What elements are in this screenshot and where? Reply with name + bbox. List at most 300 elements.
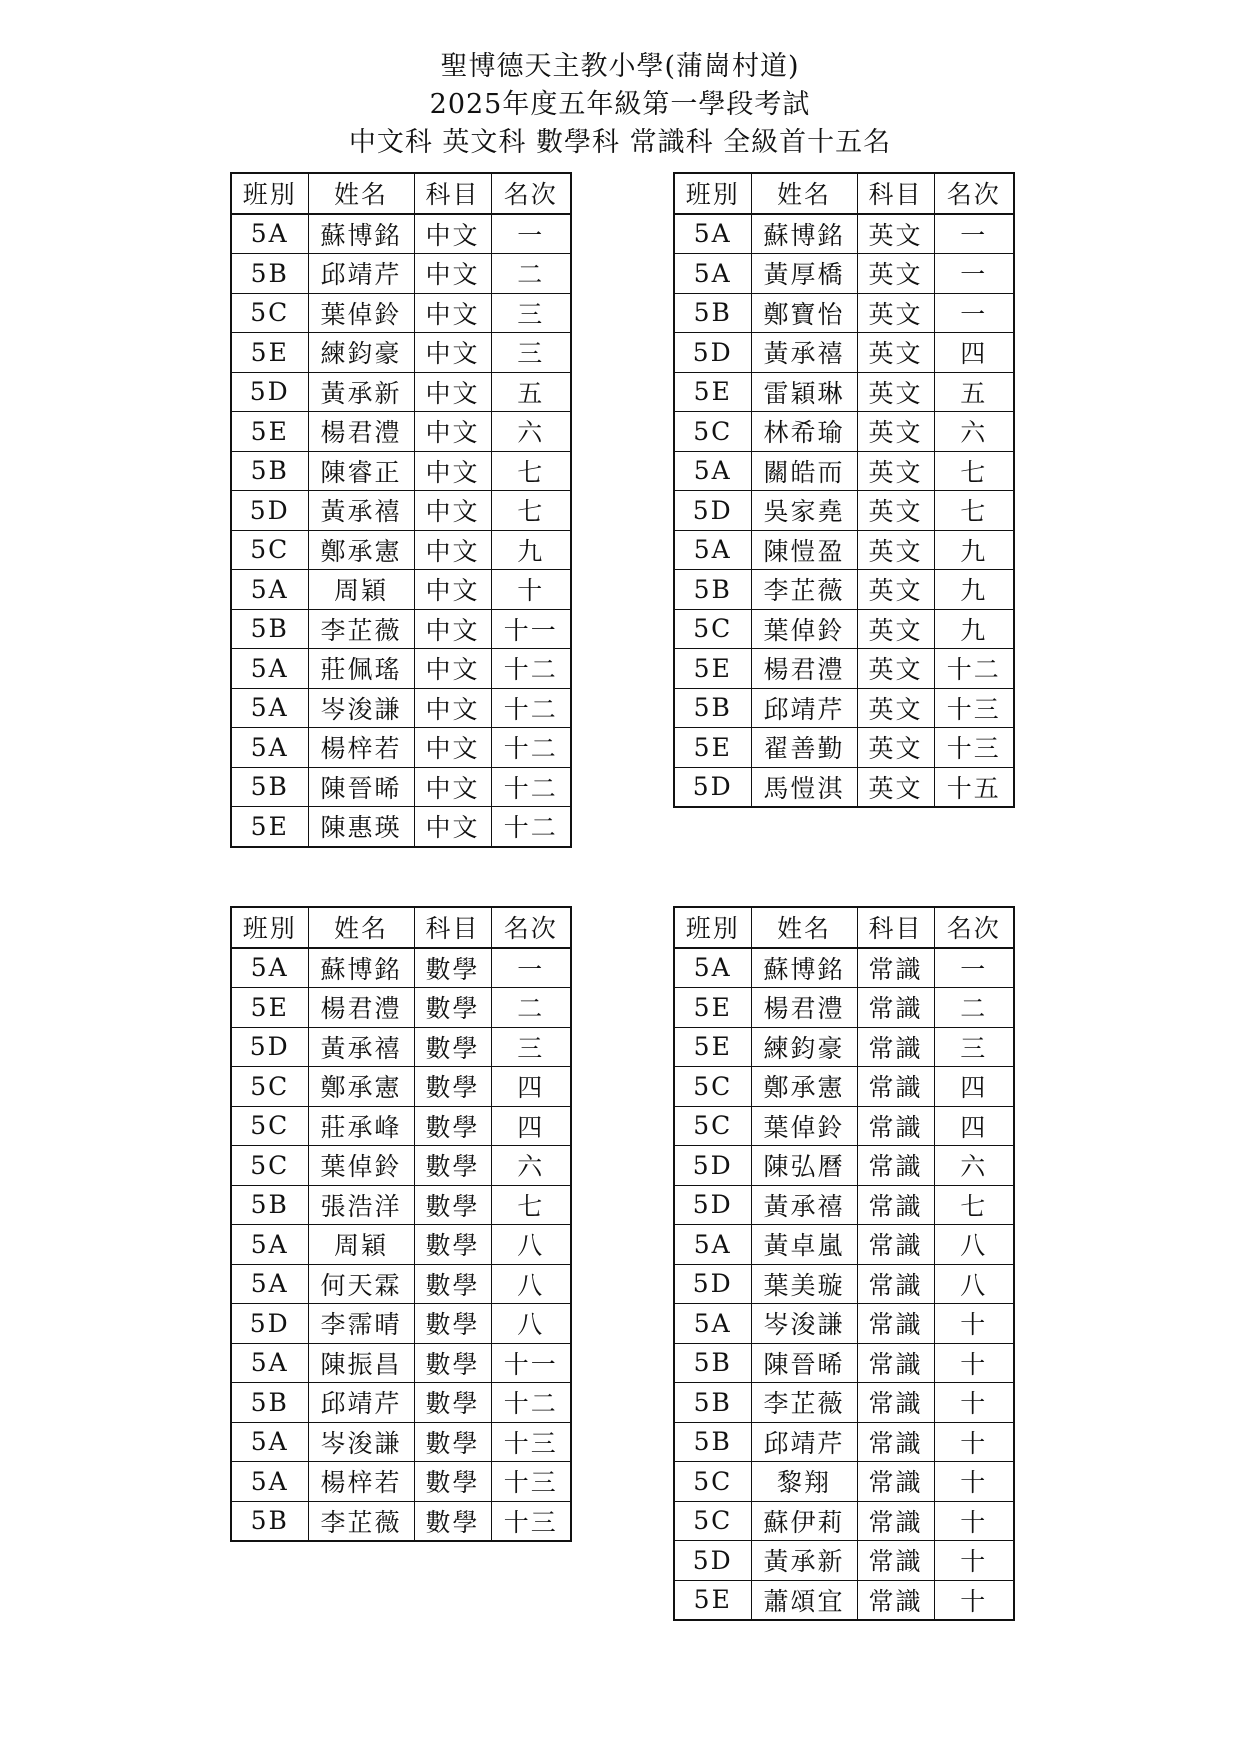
rank-cell: 一 [934, 214, 1014, 254]
table-row [231, 412, 571, 452]
class-cell: 5B [231, 1185, 308, 1225]
name-cell: 葉倬鈴 [308, 293, 414, 333]
rank-cell: 九 [934, 530, 1014, 570]
table-row [231, 1383, 571, 1423]
rank-cell: 四 [491, 1106, 571, 1146]
table-row [231, 807, 571, 847]
class-cell: 5D [231, 1304, 308, 1344]
column-header-class: 班別 [231, 907, 308, 948]
subject-cell: 數學 [414, 1383, 491, 1423]
class-cell: 5A [231, 1422, 308, 1462]
subject-cell: 中文 [414, 412, 491, 452]
name-cell: 邱靖芹 [308, 1383, 414, 1423]
rank-cell: 十二 [491, 728, 571, 768]
name-cell: 邱靖芹 [308, 254, 414, 294]
name-cell: 吳家堯 [751, 491, 857, 531]
name-cell: 何天霖 [308, 1264, 414, 1304]
rank-cell: 四 [934, 1106, 1014, 1146]
class-cell: 5E [674, 372, 751, 412]
class-cell: 5A [231, 570, 308, 610]
name-cell: 李芷薇 [751, 570, 857, 610]
rank-cell: 一 [934, 948, 1014, 988]
subject-cell: 常識 [857, 988, 934, 1028]
rank-cell: 四 [491, 1067, 571, 1107]
rank-cell: 十 [934, 1383, 1014, 1423]
column-header-class: 班別 [231, 173, 308, 214]
table-row [231, 1225, 571, 1265]
rank-cell: 十 [934, 1304, 1014, 1344]
name-cell: 練鈞豪 [308, 333, 414, 373]
subject-cell: 英文 [857, 688, 934, 728]
name-cell: 陳睿正 [308, 451, 414, 491]
class-cell: 5E [231, 412, 308, 452]
table-row [231, 609, 571, 649]
class-cell: 5D [231, 491, 308, 531]
subject-cell: 中文 [414, 372, 491, 412]
table-row [674, 491, 1014, 531]
name-cell: 黃厚橋 [751, 254, 857, 294]
table-row [231, 1106, 571, 1146]
name-cell: 陳振昌 [308, 1343, 414, 1383]
subject-cell: 數學 [414, 1185, 491, 1225]
subject-cell: 數學 [414, 1225, 491, 1265]
subject-cell: 英文 [857, 609, 934, 649]
subject-cell: 英文 [857, 451, 934, 491]
column-header-class: 班別 [674, 907, 751, 948]
table-row [674, 1264, 1014, 1304]
table-header-row [231, 907, 571, 948]
name-cell: 馬愷淇 [751, 767, 857, 807]
table-header-row [674, 173, 1014, 214]
table-row [231, 333, 571, 373]
table-row [674, 1462, 1014, 1502]
class-cell: 5A [674, 1225, 751, 1265]
rank-cell: 十一 [491, 609, 571, 649]
rank-cell: 十三 [934, 728, 1014, 768]
column-header-subject: 科目 [857, 907, 934, 948]
subject-cell: 中文 [414, 767, 491, 807]
table-row [674, 1146, 1014, 1186]
table-row [231, 1422, 571, 1462]
rank-cell: 八 [491, 1264, 571, 1304]
rank-cell: 四 [934, 333, 1014, 373]
name-cell: 黃承禧 [308, 1027, 414, 1067]
table-row [674, 1304, 1014, 1344]
name-cell: 楊君澧 [751, 649, 857, 689]
table-row [674, 767, 1014, 807]
class-cell: 5C [231, 1067, 308, 1107]
class-cell: 5E [674, 728, 751, 768]
rank-cell: 五 [491, 372, 571, 412]
ranking-subtitle: 中文科 英文科 數學科 常識科 全級首十五名 [348, 127, 892, 158]
class-cell: 5A [231, 1343, 308, 1383]
subject-cell: 常識 [857, 1580, 934, 1620]
class-cell: 5B [674, 688, 751, 728]
subject-cell: 常識 [857, 948, 934, 988]
subject-cell: 常識 [857, 1027, 934, 1067]
rank-cell: 三 [491, 293, 571, 333]
rank-cell: 八 [934, 1264, 1014, 1304]
name-cell: 蘇博銘 [751, 214, 857, 254]
class-cell: 5C [674, 1462, 751, 1502]
table-row [674, 728, 1014, 768]
subject-cell: 常識 [857, 1501, 934, 1541]
rank-cell: 七 [934, 1185, 1014, 1225]
name-cell: 邱靖芹 [751, 688, 857, 728]
class-cell: 5B [674, 1383, 751, 1423]
table-row [231, 214, 571, 254]
name-cell: 黃承新 [751, 1541, 857, 1581]
subject-cell: 中文 [414, 728, 491, 768]
table-row [231, 1264, 571, 1304]
class-cell: 5E [231, 807, 308, 847]
column-header-name: 姓名 [751, 907, 857, 948]
name-cell: 李芷薇 [308, 1501, 414, 1541]
subject-cell: 中文 [414, 609, 491, 649]
subject-cell: 常識 [857, 1383, 934, 1423]
table-header-row [674, 907, 1014, 948]
subject-cell: 數學 [414, 1146, 491, 1186]
subject-cell: 中文 [414, 254, 491, 294]
name-cell: 黃承禧 [751, 333, 857, 373]
table-row [231, 530, 571, 570]
table-row [674, 1067, 1014, 1107]
rank-cell: 七 [491, 491, 571, 531]
table-row [674, 1383, 1014, 1423]
column-header-name: 姓名 [751, 173, 857, 214]
rank-cell: 四 [934, 1067, 1014, 1107]
name-cell: 楊君澧 [308, 988, 414, 1028]
subject-cell: 英文 [857, 214, 934, 254]
name-cell: 林希瑜 [751, 412, 857, 452]
column-header-rank: 名次 [934, 173, 1014, 214]
table-header-row [231, 173, 571, 214]
rank-cell: 三 [491, 1027, 571, 1067]
column-header-subject: 科目 [414, 907, 491, 948]
subject-cell: 常識 [857, 1225, 934, 1265]
english-ranking-table [673, 172, 1015, 808]
subject-cell: 英文 [857, 372, 934, 412]
table-row [674, 254, 1014, 294]
subject-cell: 數學 [414, 1462, 491, 1502]
name-cell: 陳惠瑛 [308, 807, 414, 847]
table-row [231, 948, 571, 988]
name-cell: 黃承禧 [308, 491, 414, 531]
name-cell: 周穎 [308, 570, 414, 610]
table-row [674, 1541, 1014, 1581]
subject-cell: 中文 [414, 688, 491, 728]
rank-cell: 六 [934, 412, 1014, 452]
page-header [0, 48, 1240, 162]
class-cell: 5B [231, 609, 308, 649]
table-row [231, 1343, 571, 1383]
table-row [231, 1304, 571, 1344]
column-header-class: 班別 [674, 173, 751, 214]
class-cell: 5B [231, 1383, 308, 1423]
subject-cell: 中文 [414, 333, 491, 373]
subject-cell: 常識 [857, 1304, 934, 1344]
subject-cell: 數學 [414, 948, 491, 988]
column-header-name: 姓名 [308, 907, 414, 948]
table-row [674, 530, 1014, 570]
table-row [231, 254, 571, 294]
table-row [674, 1580, 1014, 1620]
name-cell: 陳晉晞 [751, 1343, 857, 1383]
subject-cell: 數學 [414, 1027, 491, 1067]
name-cell: 關皓而 [751, 451, 857, 491]
school-name: 聖博德天主教小學(蒲崗村道) [440, 51, 800, 82]
rank-cell: 七 [934, 491, 1014, 531]
rank-cell: 十 [934, 1343, 1014, 1383]
name-cell: 岑浚謙 [751, 1304, 857, 1344]
name-cell: 葉倬鈴 [751, 609, 857, 649]
class-cell: 5A [231, 1264, 308, 1304]
subject-cell: 中文 [414, 293, 491, 333]
table-row [674, 570, 1014, 610]
table-row [674, 372, 1014, 412]
subject-cell: 數學 [414, 1422, 491, 1462]
subject-cell: 常識 [857, 1264, 934, 1304]
rank-cell: 十 [934, 1462, 1014, 1502]
subject-cell: 英文 [857, 530, 934, 570]
class-cell: 5D [674, 1185, 751, 1225]
table-row [674, 412, 1014, 452]
name-cell: 鄭寶怡 [751, 293, 857, 333]
class-cell: 5E [674, 1580, 751, 1620]
subject-cell: 常識 [857, 1106, 934, 1146]
column-header-subject: 科目 [414, 173, 491, 214]
name-cell: 葉倬鈴 [308, 1146, 414, 1186]
name-cell: 岑浚謙 [308, 688, 414, 728]
name-cell: 葉美璇 [751, 1264, 857, 1304]
class-cell: 5C [674, 1106, 751, 1146]
table-row [674, 333, 1014, 373]
subject-cell: 常識 [857, 1067, 934, 1107]
rank-cell: 十 [934, 1501, 1014, 1541]
math-ranking-table [230, 906, 572, 1542]
rank-cell: 五 [934, 372, 1014, 412]
name-cell: 蕭頌宜 [751, 1580, 857, 1620]
rank-cell: 一 [934, 254, 1014, 294]
name-cell: 楊君澧 [751, 988, 857, 1028]
table-row [231, 688, 571, 728]
name-cell: 楊梓若 [308, 728, 414, 768]
table-row [674, 451, 1014, 491]
class-cell: 5B [231, 254, 308, 294]
subject-cell: 英文 [857, 728, 934, 768]
column-header-rank: 名次 [491, 173, 571, 214]
subject-cell: 英文 [857, 491, 934, 531]
table-row [231, 1146, 571, 1186]
name-cell: 李芷薇 [751, 1383, 857, 1423]
class-cell: 5D [674, 1541, 751, 1581]
rank-cell: 十二 [491, 767, 571, 807]
rank-cell: 九 [491, 530, 571, 570]
rank-cell: 六 [934, 1146, 1014, 1186]
rank-cell: 十 [491, 570, 571, 610]
rank-cell: 七 [491, 1185, 571, 1225]
rank-cell: 十一 [491, 1343, 571, 1383]
table-row [231, 728, 571, 768]
class-cell: 5B [674, 1343, 751, 1383]
subject-cell: 常識 [857, 1343, 934, 1383]
table-row [674, 988, 1014, 1028]
rank-cell: 十五 [934, 767, 1014, 807]
subject-cell: 中文 [414, 570, 491, 610]
column-header-rank: 名次 [934, 907, 1014, 948]
subject-cell: 數學 [414, 1106, 491, 1146]
subject-cell: 英文 [857, 767, 934, 807]
rank-cell: 十 [934, 1541, 1014, 1581]
class-cell: 5C [231, 293, 308, 333]
name-cell: 蘇伊莉 [751, 1501, 857, 1541]
rank-cell: 二 [491, 988, 571, 1028]
class-cell: 5E [674, 988, 751, 1028]
table-row [231, 649, 571, 689]
subject-cell: 數學 [414, 1501, 491, 1541]
class-cell: 5B [674, 1422, 751, 1462]
class-cell: 5C [231, 1106, 308, 1146]
name-cell: 鄭承憲 [751, 1067, 857, 1107]
chinese-ranking-table [230, 172, 572, 848]
rank-cell: 九 [934, 570, 1014, 610]
table-row [231, 1462, 571, 1502]
rank-cell: 三 [491, 333, 571, 373]
column-header-subject: 科目 [857, 173, 934, 214]
table-row [674, 1343, 1014, 1383]
rank-cell: 十二 [491, 649, 571, 689]
class-cell: 5A [231, 649, 308, 689]
rank-cell: 十三 [934, 688, 1014, 728]
rank-cell: 十 [934, 1580, 1014, 1620]
column-header-name: 姓名 [308, 173, 414, 214]
subject-cell: 數學 [414, 1264, 491, 1304]
class-cell: 5D [674, 491, 751, 531]
subject-cell: 英文 [857, 254, 934, 294]
name-cell: 莊承峰 [308, 1106, 414, 1146]
subject-cell: 常識 [857, 1185, 934, 1225]
subject-cell: 中文 [414, 807, 491, 847]
subject-cell: 中文 [414, 649, 491, 689]
name-cell: 李芷薇 [308, 609, 414, 649]
subject-cell: 常識 [857, 1422, 934, 1462]
class-cell: 5B [674, 570, 751, 610]
name-cell: 陳弘曆 [751, 1146, 857, 1186]
class-cell: 5A [674, 948, 751, 988]
name-cell: 岑浚謙 [308, 1422, 414, 1462]
class-cell: 5A [674, 254, 751, 294]
class-cell: 5D [674, 333, 751, 373]
name-cell: 鄭承憲 [308, 530, 414, 570]
class-cell: 5C [231, 530, 308, 570]
table-row [674, 1501, 1014, 1541]
class-cell: 5E [231, 333, 308, 373]
class-cell: 5A [231, 1225, 308, 1265]
name-cell: 周穎 [308, 1225, 414, 1265]
class-cell: 5B [674, 293, 751, 333]
name-cell: 黎翔 [751, 1462, 857, 1502]
rank-cell: 十二 [934, 649, 1014, 689]
table-row [674, 609, 1014, 649]
name-cell: 邱靖芹 [751, 1422, 857, 1462]
table-row [231, 372, 571, 412]
name-cell: 葉倬鈴 [751, 1106, 857, 1146]
rank-cell: 二 [934, 988, 1014, 1028]
name-cell: 蘇博銘 [308, 214, 414, 254]
rank-cell: 三 [934, 1027, 1014, 1067]
name-cell: 莊佩瑤 [308, 649, 414, 689]
class-cell: 5E [674, 1027, 751, 1067]
name-cell: 蘇博銘 [751, 948, 857, 988]
class-cell: 5A [674, 1304, 751, 1344]
class-cell: 5A [674, 214, 751, 254]
name-cell: 張浩洋 [308, 1185, 414, 1225]
class-cell: 5C [674, 1501, 751, 1541]
name-cell: 黃承禧 [751, 1185, 857, 1225]
rank-cell: 十二 [491, 1383, 571, 1423]
column-header-rank: 名次 [491, 907, 571, 948]
table-row [674, 1185, 1014, 1225]
subject-cell: 常識 [857, 1146, 934, 1186]
rank-cell: 十三 [491, 1501, 571, 1541]
rank-cell: 七 [491, 451, 571, 491]
table-row [674, 1225, 1014, 1265]
rank-cell: 八 [491, 1304, 571, 1344]
subject-cell: 數學 [414, 1343, 491, 1383]
class-cell: 5D [231, 372, 308, 412]
class-cell: 5D [674, 1264, 751, 1304]
table-row [231, 491, 571, 531]
class-cell: 5B [231, 767, 308, 807]
table-row [231, 1067, 571, 1107]
table-row [674, 649, 1014, 689]
table-row [674, 948, 1014, 988]
class-cell: 5C [674, 1067, 751, 1107]
class-cell: 5D [231, 1027, 308, 1067]
table-row [674, 214, 1014, 254]
class-cell: 5E [674, 649, 751, 689]
class-cell: 5A [674, 451, 751, 491]
subject-cell: 英文 [857, 333, 934, 373]
subject-cell: 英文 [857, 649, 934, 689]
name-cell: 陳晉晞 [308, 767, 414, 807]
name-cell: 雷穎琳 [751, 372, 857, 412]
rank-cell: 十二 [491, 688, 571, 728]
name-cell: 楊梓若 [308, 1462, 414, 1502]
table-row [674, 1106, 1014, 1146]
name-cell: 練鈞豪 [751, 1027, 857, 1067]
table-row [231, 1185, 571, 1225]
table-row [231, 1027, 571, 1067]
rank-cell: 六 [491, 412, 571, 452]
class-cell: 5E [231, 988, 308, 1028]
rank-cell: 二 [491, 254, 571, 294]
general-studies-ranking-table [673, 906, 1015, 1621]
class-cell: 5A [231, 1462, 308, 1502]
rank-cell: 九 [934, 609, 1014, 649]
table-row [674, 293, 1014, 333]
subject-cell: 數學 [414, 1067, 491, 1107]
class-cell: 5C [231, 1146, 308, 1186]
table-row [231, 988, 571, 1028]
table-row [674, 688, 1014, 728]
subject-cell: 中文 [414, 491, 491, 531]
rank-cell: 十三 [491, 1422, 571, 1462]
subject-cell: 常識 [857, 1462, 934, 1502]
table-row [674, 1422, 1014, 1462]
class-cell: 5D [674, 1146, 751, 1186]
table-row [231, 767, 571, 807]
